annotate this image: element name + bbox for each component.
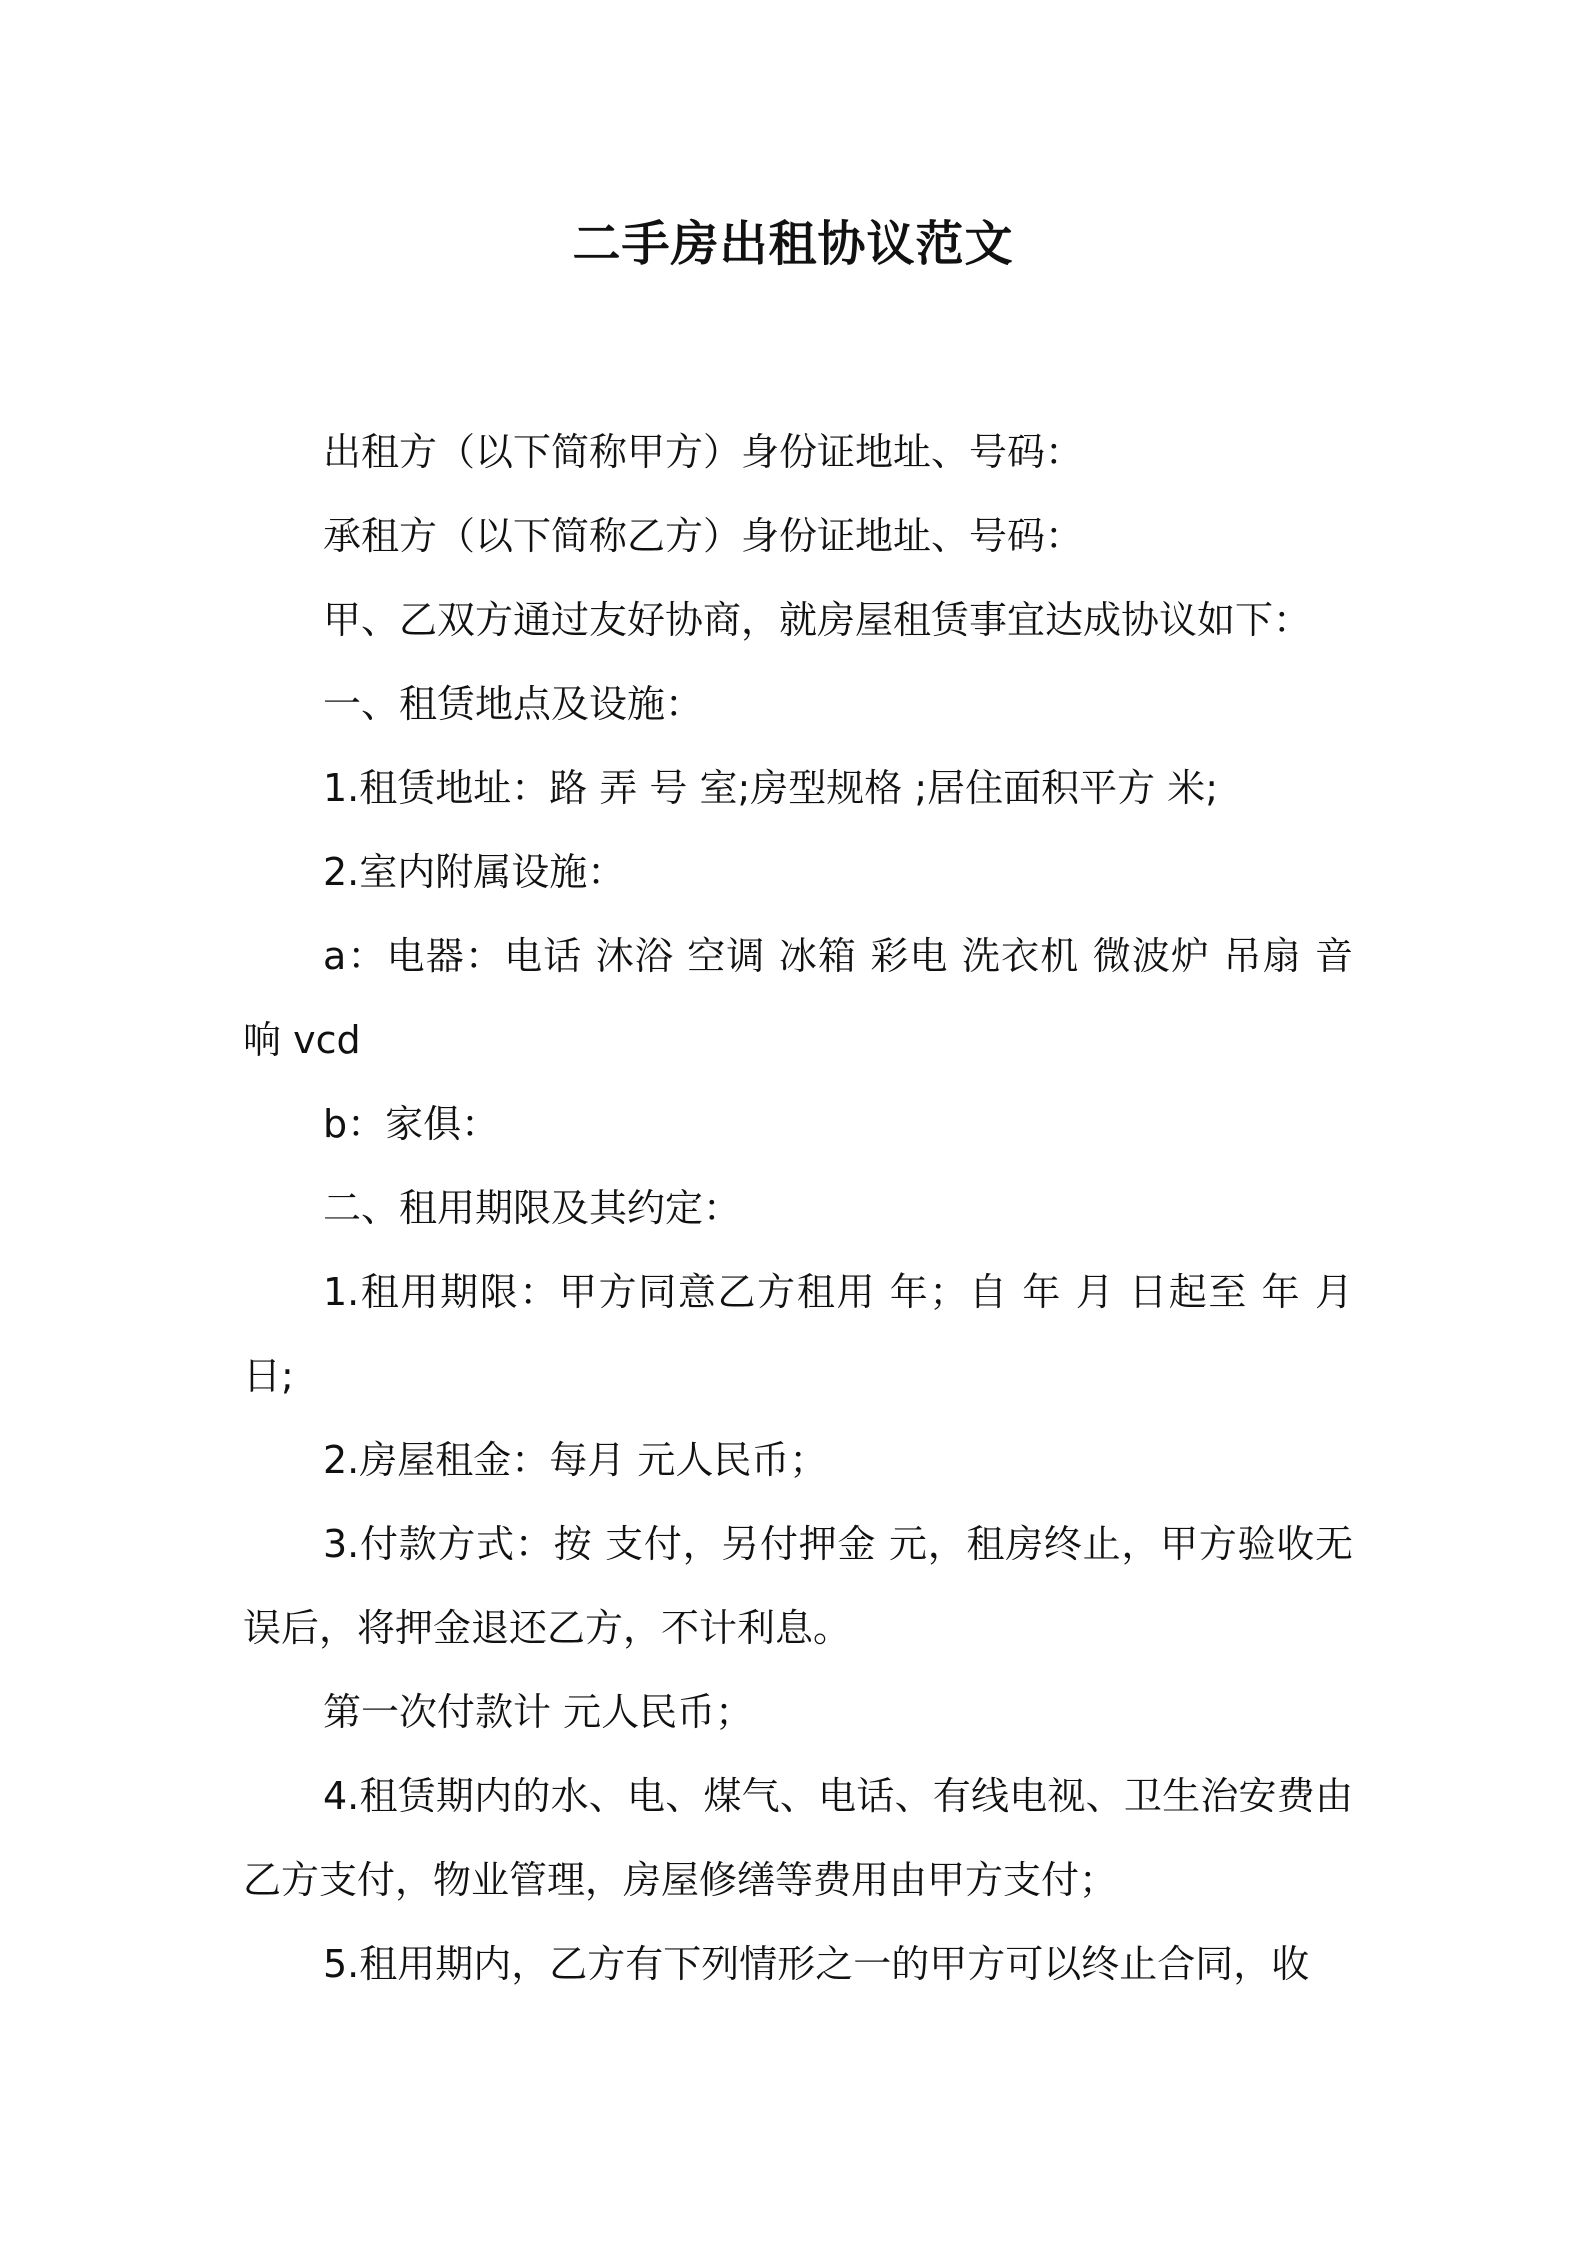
paragraph-term: 1.租用期限：甲方同意乙方租用 年；自 年 月 日起至 年 月 日;: [243, 1270, 1353, 1398]
paragraph-agreement-intro: 甲、乙双方通过友好协商，就房屋租赁事宜达成协议如下：: [323, 598, 1312, 642]
paragraph-rent: 2.房屋租金：每月 元人民币；: [323, 1438, 828, 1482]
paragraph-appliances: a：电器：电话 沐浴 空调 冰箱 彩电 洗衣机 微波炉 吊扇 音响 vcd: [243, 934, 1353, 1062]
document-body: [243, 410, 1353, 2006]
paragraph-facilities: 2.室内附属设施：: [323, 850, 626, 894]
paragraph-furniture: b：家俱：: [323, 1102, 500, 1146]
paragraph-termination: 5.租用期内，乙方有下列情形之一的甲方可以终止合同，收: [323, 1942, 1310, 1986]
section-heading-location: 一、租赁地点及设施：: [323, 682, 704, 726]
paragraph-first-payment: 第一次付款计 元人民币；: [323, 1690, 754, 1734]
document-title: 二手房出租协议范文: [572, 216, 1014, 272]
paragraph-utilities: 4.租赁期内的水、电、煤气、电话、有线电视、卫生治安费由乙方支付，物业管理，房屋修缮等费用由甲方支付；: [243, 1774, 1353, 1902]
paragraph-lessee: 承租方（以下简称乙方）身份证地址、号码：: [323, 514, 1084, 558]
section-heading-term: 二、租用期限及其约定：: [323, 1186, 742, 1230]
paragraph-lessor: 出租方（以下简称甲方）身份证地址、号码：: [323, 430, 1084, 474]
paragraph-payment: 3.付款方式：按 支付，另付押金 元，租房终止，甲方验收无误后，将押金退还乙方，不计利息。: [243, 1522, 1353, 1650]
paragraph-address: 1.租赁地址：路 弄 号 室;房型规格 ;居住面积平方 米;: [323, 766, 1219, 810]
